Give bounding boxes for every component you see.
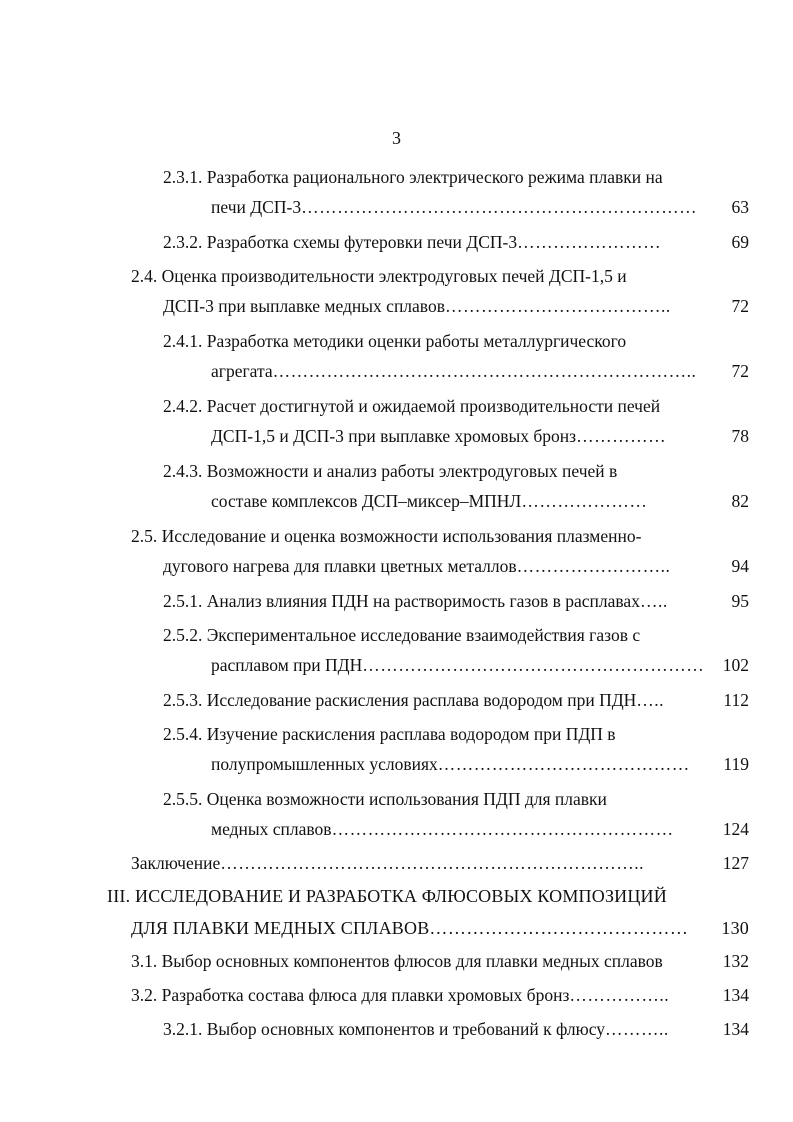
toc-page-number: 72: [731, 296, 749, 316]
toc-entry-title-line: дугового нагрева для плавки цветных металлов: [163, 556, 517, 576]
toc-entry-number: III.: [107, 886, 131, 906]
toc-leader-dots: …………………………………………………: [362, 655, 705, 675]
toc-leader-dots: ……………………..: [516, 556, 671, 576]
toc-entry-number: 2.5.: [131, 526, 158, 546]
toc-leader-dots: ……………………………………: [429, 918, 689, 938]
toc-entry-title-line: печи ДСП-3: [211, 197, 302, 217]
toc-leader-dots: ……………..: [569, 985, 670, 1005]
toc-entry-title-line: ИССЛЕДОВАНИЕ И РАЗРАБОТКА ФЛЮСОВЫХ КОМПОЗИЦИЙ: [135, 886, 667, 906]
toc-entry-title-line: Оценка возможности использования ПДП для плавки: [206, 789, 607, 809]
toc-page-number: 82: [731, 491, 749, 511]
toc-leader-dots: ……………: [576, 426, 667, 446]
toc-leader-dots: ………………………………..: [444, 296, 671, 316]
toc-leader-dots: …………………: [521, 491, 648, 511]
toc-page-number: 95: [731, 591, 749, 611]
toc-page-number: 63: [731, 197, 749, 217]
toc-page-number: 102: [722, 655, 749, 675]
toc-entry-number: 3.1.: [131, 951, 158, 971]
toc-entry-title-line: медных сплавов: [211, 819, 332, 839]
toc-entry-title-line: Разработка схемы футеровки печи ДСП-3: [206, 232, 518, 252]
toc-entry-number: 2.5.4.: [163, 724, 203, 744]
toc-entry-number: 2.4.3.: [163, 461, 203, 481]
toc-page-number: 78: [731, 426, 749, 446]
toc-entry-title-line: расплавом при ПДН: [211, 655, 363, 675]
toc-leader-dots: ……………………………………: [437, 754, 690, 774]
toc-leader-dots: …..: [636, 690, 665, 710]
toc-page-number: 134: [722, 1019, 749, 1039]
page-number: 3: [392, 128, 401, 148]
toc-entry-title-line: Заключение: [131, 853, 221, 873]
toc-entry-title-line: Исследование и оценка возможности использования плазменно-: [161, 526, 642, 546]
toc-entry-title-line: Возможности и анализ работы электродуговых печей в: [206, 461, 618, 481]
toc-entry-title-line: Разработка состава флюса для плавки хромовых бронз: [161, 985, 570, 1005]
toc-entry-title-line: Исследование раскисления расплава водородом при ПДН: [206, 690, 637, 710]
toc-entry-title-line: ДСП-1,5 и ДСП-3 при выплавке хромовых бронз: [211, 426, 577, 446]
toc-leader-dots: ………..: [604, 1019, 669, 1039]
toc-entry-title-line: Изучение раскисления расплава водородом при ПДП в: [206, 724, 616, 744]
toc-entry-number: 2.5.2.: [163, 625, 203, 645]
toc-page-number: 69: [731, 232, 749, 252]
toc-entry-title-line: Анализ влияния ПДН на растворимость газов в расплавах: [206, 591, 640, 611]
toc-page-number: 119: [723, 754, 749, 774]
toc-entry-title-line: Расчет достигнутой и ожидаемой производительности печей: [206, 396, 661, 416]
toc-entry-number: 2.3.2.: [163, 232, 203, 252]
toc-entry-number: 2.4.2.: [163, 396, 203, 416]
toc-entry-number: 2.3.1.: [163, 167, 203, 187]
toc-entry-number: 3.2.: [131, 985, 158, 1005]
toc-entry-title-line: полупромышленных условиях: [211, 754, 438, 774]
toc-entry-title-line: Выбор основных компонентов флюсов для плавки медных сплавов: [161, 951, 663, 971]
toc-entry-title-line: Разработка методики оценки работы металлургического: [206, 331, 627, 351]
toc-entry-title-line: ДСП-3 при выплавке медных сплавов: [163, 296, 445, 316]
toc-entry-title-line: Разработка рационального электрического режима плавки на: [206, 167, 663, 187]
toc-entry-title-line: агрегата: [211, 361, 273, 381]
toc-page-number: 94: [731, 556, 749, 576]
toc-leader-dots: ……………………: [517, 232, 662, 252]
toc-entry-number: 2.5.1.: [163, 591, 203, 611]
toc-leader-dots: ……………………………………………………………..: [272, 361, 697, 381]
toc-leader-dots: ……………………………………………………………..: [220, 853, 644, 873]
toc-entry-number: 3.2.1.: [163, 1019, 203, 1039]
toc-entry-title-line: составе комплексов ДСП–миксер–МПНЛ: [211, 491, 522, 511]
toc-leader-dots: …..: [639, 591, 668, 611]
toc-entry-title-line: Экспериментальное исследование взаимодействия газов с: [206, 625, 641, 645]
toc-entry-title-line: ДЛЯ ПЛАВКИ МЕДНЫХ СПЛАВОВ: [131, 918, 430, 938]
toc-entry-number: 2.5.5.: [163, 789, 203, 809]
toc-leader-dots: …………………………………………………………: [301, 197, 698, 217]
toc-page-number: 130: [721, 918, 749, 938]
toc-page-number: 127: [722, 853, 749, 873]
toc-entry-title-line: Выбор основных компонентов и требований к флюсу: [206, 1019, 605, 1039]
toc-leader-dots: …………………………………………………: [331, 819, 674, 839]
toc-entry-number: 2.4.: [131, 266, 158, 286]
toc-page-number: 112: [723, 690, 749, 710]
toc-entry-number: 2.4.1.: [163, 331, 203, 351]
toc-page-number: 132: [722, 951, 749, 971]
toc-entry-number: 2.5.3.: [163, 690, 203, 710]
toc-page-number: 124: [722, 819, 749, 839]
toc-page-number: 134: [722, 985, 749, 1005]
toc-entry-title-line: Оценка производительности электродуговых печей ДСП-1,5 и: [161, 266, 627, 286]
toc-page-number: 72: [731, 361, 749, 381]
